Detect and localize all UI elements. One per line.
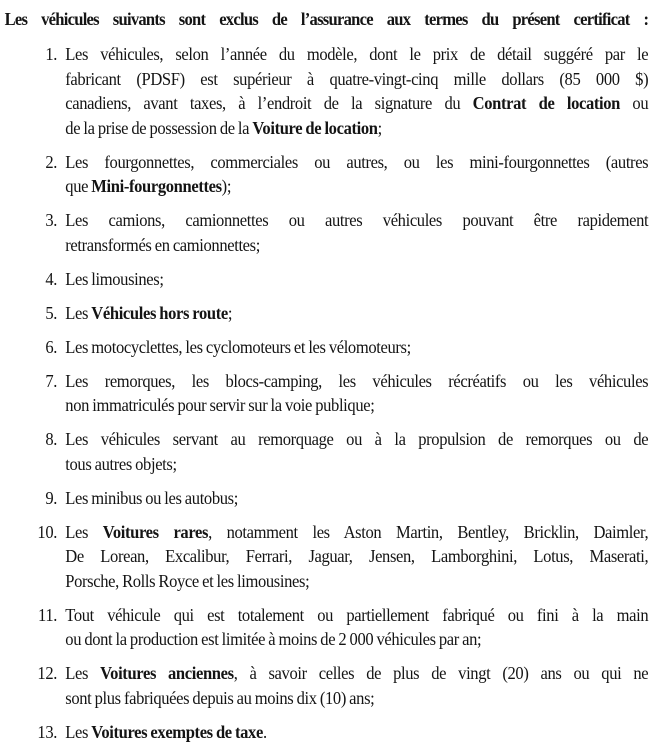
item-text bbox=[65, 427, 648, 476]
item-text bbox=[65, 42, 648, 140]
text-run: Les limousines; bbox=[65, 268, 164, 289]
item-line bbox=[65, 208, 648, 233]
list-item bbox=[5, 720, 649, 744]
item-number: 2. bbox=[45, 151, 58, 172]
item-number: 12. bbox=[37, 663, 58, 683]
item-line bbox=[65, 369, 648, 394]
text-run: Les véhicules servant au remorquage ou à la propulsion de remorques ou de bbox=[65, 429, 649, 449]
item-line bbox=[65, 720, 648, 744]
item-line bbox=[65, 393, 648, 418]
item-text bbox=[65, 301, 648, 326]
item-line bbox=[65, 174, 648, 199]
text-run: non immatriculés pour servir sur la voie publique; bbox=[65, 395, 375, 415]
item-line bbox=[65, 267, 648, 292]
item-line bbox=[65, 603, 648, 628]
text-run: ou dont la production est limitée à moins de 2 000 véhicules par an; bbox=[65, 629, 482, 649]
text-run: Les bbox=[65, 663, 101, 683]
item-number: 6. bbox=[45, 336, 58, 357]
text-run: Les bbox=[65, 521, 103, 542]
item-text bbox=[65, 150, 648, 199]
item-text bbox=[65, 661, 648, 710]
text-run: Les motocyclettes, les cyclomoteurs et les vélomoteurs; bbox=[65, 336, 411, 357]
item-text bbox=[65, 720, 648, 744]
text-run: , notamment les Aston Martin, Bentley, Bricklin, Daimler, bbox=[208, 521, 649, 542]
text-run: que bbox=[65, 176, 92, 196]
item-number: 5. bbox=[45, 302, 58, 323]
item-text bbox=[65, 520, 648, 594]
bold-run: Voitures rares bbox=[102, 521, 209, 542]
item-text bbox=[65, 486, 648, 511]
item-number: 4. bbox=[45, 268, 58, 289]
item-line bbox=[65, 661, 648, 686]
text-run: Les bbox=[65, 302, 92, 323]
text-run: Les véhicules, selon l’année du modèle, dont le prix de détail suggéré par le bbox=[65, 44, 649, 64]
item-text bbox=[65, 335, 648, 360]
item-line bbox=[65, 301, 648, 326]
item-line bbox=[65, 233, 648, 258]
bold-run: Voitures exemptes de taxe bbox=[91, 721, 263, 742]
item-line bbox=[65, 544, 648, 569]
exclusion-list bbox=[5, 42, 649, 744]
bold-run: Mini-fourgonnettes bbox=[91, 176, 222, 196]
item-number: 3. bbox=[45, 210, 58, 230]
list-item bbox=[5, 486, 649, 511]
text-run: Porsche, Rolls Royce et les limousines; bbox=[65, 570, 310, 591]
list-item bbox=[5, 150, 649, 199]
item-number: 1. bbox=[45, 44, 58, 64]
list-item bbox=[5, 42, 649, 140]
item-text bbox=[65, 208, 648, 257]
item-line bbox=[65, 452, 648, 477]
item-number: 11. bbox=[38, 604, 58, 625]
text-run: De Lorean, Excalibur, Ferrari, Jaguar, Jensen, Lamborghini, Lotus, Maserati, bbox=[65, 546, 649, 566]
text-run: , à savoir celles de plus de vingt (20) ans ou qui ne bbox=[233, 663, 649, 683]
list-item bbox=[5, 208, 649, 257]
text-run: Les bbox=[65, 721, 92, 742]
item-text bbox=[65, 369, 648, 418]
text-run: Les camions, camionnettes ou autres véhicules pouvant être rapidement bbox=[65, 210, 649, 230]
document-heading: Les véhicules suivants sont exclus de l’assurance aux termes du présent certificat : bbox=[4, 9, 649, 29]
text-run: ou bbox=[620, 93, 649, 113]
item-line bbox=[65, 486, 648, 511]
text-run: retransformés en camionnettes; bbox=[65, 234, 260, 255]
list-item bbox=[5, 661, 649, 710]
item-number: 10. bbox=[37, 521, 58, 542]
text-run: fabricant (PDSF) est supérieur à quatre-vingt-cinq mille dollars (85 000 $) bbox=[65, 68, 649, 89]
text-run: canadiens, avant taxes, à l’endroit de la signature du bbox=[65, 93, 473, 113]
text-run: tous autres objets; bbox=[65, 453, 177, 474]
list-item bbox=[5, 301, 649, 326]
list-item bbox=[5, 520, 649, 594]
item-line bbox=[65, 335, 648, 360]
list-item bbox=[5, 369, 649, 418]
item-line bbox=[65, 520, 648, 545]
item-line bbox=[65, 427, 648, 452]
list-item bbox=[5, 427, 649, 476]
item-text bbox=[65, 267, 648, 292]
item-text bbox=[65, 603, 648, 652]
text-run: Tout véhicule qui est totalement ou partiellement fabriqué ou fini à la main bbox=[65, 604, 649, 625]
text-run: Les fourgonnettes, commerciales ou autres, ou les mini-fourgonnettes (autres bbox=[65, 151, 649, 172]
text-run: sont plus fabriquées depuis au moins dix (10) ans; bbox=[65, 687, 375, 708]
item-line bbox=[65, 67, 648, 92]
item-line bbox=[65, 91, 648, 116]
list-item bbox=[5, 603, 649, 652]
item-line bbox=[65, 686, 648, 711]
item-number: 8. bbox=[45, 429, 58, 449]
item-line bbox=[65, 627, 648, 652]
text-run: Les remorques, les blocs-camping, les véhicules récréatifs ou les véhicules bbox=[65, 370, 649, 391]
item-number: 9. bbox=[45, 487, 58, 508]
list-item bbox=[5, 267, 649, 292]
bold-run: Voiture de location bbox=[252, 117, 378, 138]
item-line bbox=[65, 116, 648, 141]
text-run: ; bbox=[377, 117, 382, 138]
list-item bbox=[5, 335, 649, 360]
bold-run: Véhicules hors route bbox=[91, 302, 228, 323]
bold-run: Contrat de location bbox=[472, 93, 621, 113]
text-run: ; bbox=[227, 302, 233, 323]
text-run: de la prise de possession de la bbox=[65, 117, 253, 138]
text-run: . bbox=[262, 721, 267, 742]
text-run: Les minibus ou les autobus; bbox=[65, 487, 238, 508]
bold-run: Voitures anciennes bbox=[100, 663, 234, 683]
item-line bbox=[65, 569, 648, 594]
item-number: 13. bbox=[37, 721, 58, 742]
text-run: ); bbox=[221, 176, 232, 196]
item-line bbox=[65, 42, 648, 67]
item-line bbox=[65, 150, 648, 175]
item-number: 7. bbox=[45, 370, 58, 391]
